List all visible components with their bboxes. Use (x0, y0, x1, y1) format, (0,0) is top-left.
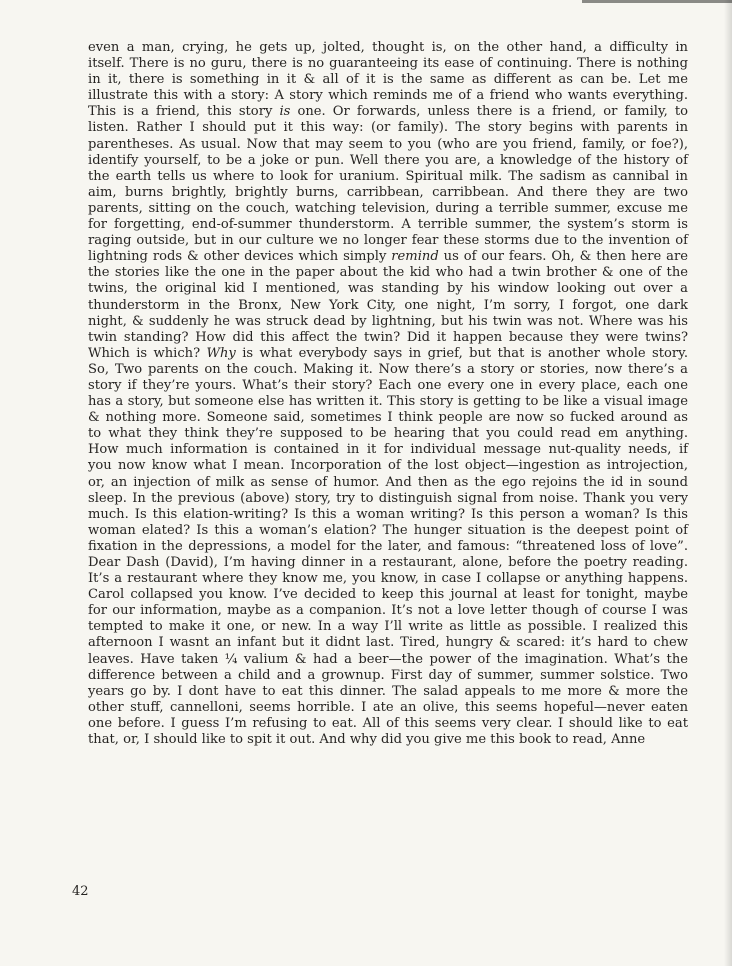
text-line: Carol collapsed you know. I’ve decided to keep this journal at least for tonight, maybe (88, 587, 688, 603)
emphasis: is (279, 104, 291, 120)
body-text (88, 40, 688, 748)
text-line: afternoon I wasnt an infant but it didnt last. Tired, hungry & scared: it’s hard to chew (88, 635, 688, 651)
text-line: This is a friend, this story is one. Or forwards, unless there is a friend, or family, to (88, 104, 688, 120)
text-line: identify yourself, to be a joke or pun. Well there you are, a knowledge of the history of (88, 152, 688, 168)
text-line: you now know what I mean. Incorporation of the lost object—ingestion as introjection, (88, 458, 688, 474)
text-line: raging outside, but in our culture we no longer fear these storms due to the invention of (88, 233, 688, 249)
text-line: twin standing? How did this affect the twin? Did it happen because they were twins? (88, 329, 688, 345)
page-number: 42 (72, 884, 89, 899)
text-line: thunderstorm in the Bronx, New York City, one night, I’m sorry, I forgot, one dark (88, 297, 688, 313)
text-line: has a story, but someone else has written it. This story is getting to be like a visual image (88, 394, 688, 410)
text-line: much. Is this elation-writing? Is this a woman writing? Is this person a woman? Is this (88, 506, 688, 522)
text-line: the stories like the one in the paper about the kid who had a twin brother & one of the (88, 265, 688, 281)
text-line: sleep. In the previous (above) story, try to distinguish signal from noise. Thank you very (88, 490, 688, 506)
page-edge-shadow (724, 0, 732, 966)
text-line: So, Two parents on the couch. Making it. Now there’s a story or stories, now there’s a (88, 361, 688, 377)
text-line: itself. There is no guru, there is no guaranteeing its ease of continuing. There is nothing (88, 56, 688, 72)
emphasis: Why (206, 345, 236, 361)
text-line: difference between a child and a grownup. First day of summer, summer solstice. Two (88, 667, 688, 683)
text-line: aim, burns brightly, brightly burns, carribbean, carribbean. And there they are two (88, 184, 688, 200)
text-line: lightning rods & other devices which simply remind us of our fears. Oh, & then here are (88, 249, 688, 265)
text-line: years go by. I dont have to eat this dinner. The salad appeals to me more & more the (88, 683, 688, 699)
text-line: listen. Rather I should put it this way: (or family). The story begins with parents in (88, 120, 688, 136)
scan-edge-mark (582, 0, 732, 3)
text-line: twins, the original kid I mentioned, was standing by his window looking out over a (88, 281, 688, 297)
text-line: one before. I guess I’m refusing to eat. All of this seems very clear. I should like to eat (88, 715, 688, 731)
text-line: to what they think they’re supposed to be hearing that you could read em anything. (88, 426, 688, 442)
text-line: illustrate this with a story: A story which reminds me of a friend who wants everything. (88, 88, 688, 104)
text-line: in it, there is something in it & all of it is the same as different as can be. Let me (88, 72, 688, 88)
text-line: or, an injection of milk as sense of humor. And then as the ego rejoins the id in sound (88, 474, 688, 490)
text-line: Which is which? Why is what everybody says in grief, but that is another whole story. (88, 345, 689, 361)
text-line: the earth tells us where to look for uranium. Spiritual milk. The sadism as cannibal in (88, 168, 688, 184)
text-line: It’s a restaurant where they know me, you know, in case I collapse or anything happens. (88, 571, 688, 587)
text-line: parents, sitting on the couch, watching television, during a terrible summer, excuse me (88, 200, 688, 216)
text-line: woman elated? Is this a woman’s elation? The hunger situation is the deepest point of (88, 522, 688, 538)
text-line: for forgetting, end-of-summer thunderstorm. A terrible summer, the system’s storm is (88, 217, 688, 233)
text-line: even a man, crying, he gets up, jolted, thought is, on the other hand, a difficulty in (88, 40, 688, 55)
text-line: leaves. Have taken ¼ valium & had a beer—the power of the imagination. What’s the (88, 651, 688, 667)
text-line: & nothing more. Someone said, sometimes I think people are now so fucked around as (88, 410, 688, 426)
text-line: parentheses. As usual. Now that may seem to you (who are you friend, family, or foe?), (88, 136, 688, 152)
text-line: story if they’re yours. What’s their story? Each one every one in every place, each one (88, 377, 688, 393)
text-line: night, & suddenly he was struck dead by lightning, but his twin was not. Where was his (88, 313, 688, 329)
text-line: How much information is contained in it for individual message nut-quality needs, if (88, 442, 688, 458)
text-line: other stuff, cannelloni, seems horrible. I ate an olive, this seems hopeful—never eaten (88, 699, 688, 715)
text-line: fixation in the depressions, a model for the later, and famous: “threatened loss of love”. (88, 538, 688, 554)
text-line: for our information, maybe as a companion. It’s not a love letter though of course I was (88, 603, 688, 619)
text-line: Dear Dash (David), I’m having dinner in a restaurant, alone, before the poetry reading. (88, 555, 688, 570)
text-line: that, or, I should like to spit it out. And why did you give me this book to read, Anne (88, 732, 646, 748)
emphasis: remind (391, 249, 439, 265)
text-line: tempted to make it one, or new. In a way I’ll write as little as possible. I realized this (88, 619, 688, 635)
